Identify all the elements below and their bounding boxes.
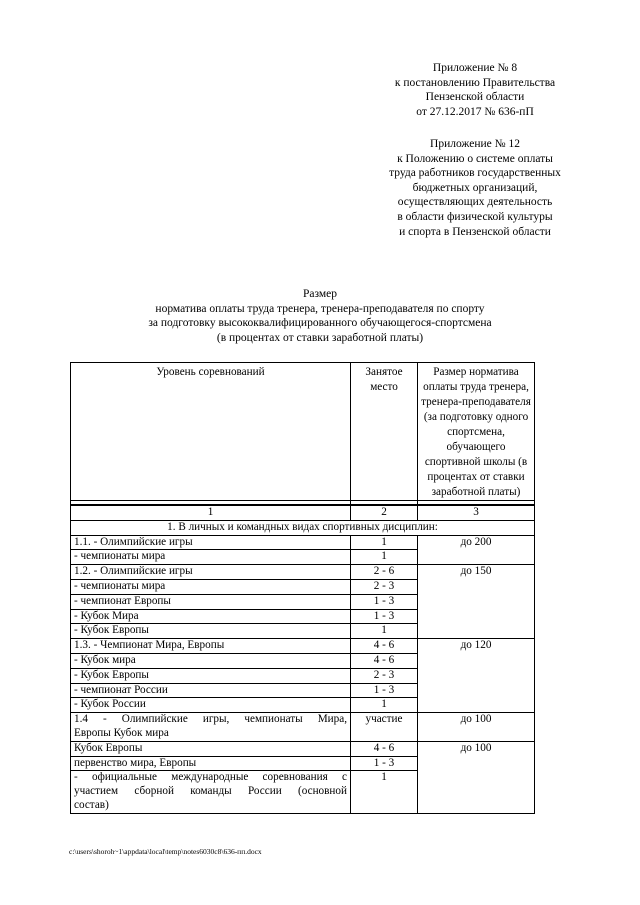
row-level: 1.1. - Олимпийские игры bbox=[71, 535, 351, 550]
row-level-line: Европы Кубок мира bbox=[74, 726, 169, 739]
section-title: 1. В личных и командных видах спортивных дисциплин: bbox=[71, 520, 535, 535]
row-place: 2 - 6 bbox=[351, 565, 418, 580]
header-level: Уровень соревнований bbox=[71, 363, 351, 501]
row-norm: до 120 bbox=[418, 639, 535, 713]
header-place: Занятое место bbox=[351, 363, 418, 501]
row-level: - чемпионаты мира bbox=[71, 550, 351, 565]
title-line: Размер bbox=[302, 288, 337, 300]
section-row bbox=[71, 520, 535, 535]
row-place: участие bbox=[351, 713, 418, 742]
row-level: - Кубок России bbox=[71, 698, 351, 713]
row-level: - Кубок Европы bbox=[71, 668, 351, 683]
appendix-8-header bbox=[375, 61, 575, 119]
row-norm: до 150 bbox=[418, 565, 535, 639]
row-level: 1.3. - Чемпионат Мира, Европы bbox=[71, 639, 351, 654]
row-place: 2 - 3 bbox=[351, 579, 418, 594]
table-header-row bbox=[71, 363, 535, 501]
row-level: - чемпионаты мира bbox=[71, 579, 351, 594]
row-level: первенство мира, Европы bbox=[71, 756, 351, 771]
appendix-12-line: труда работников государственных bbox=[389, 167, 561, 180]
row-place: 1 bbox=[351, 624, 418, 639]
row-place: 1 bbox=[351, 535, 418, 550]
title-line: норматива оплаты труда тренера, тренера-преподавателя по спорту bbox=[155, 302, 485, 315]
table-row bbox=[71, 565, 535, 580]
appendix-12-header bbox=[375, 137, 575, 239]
appendix-12-line: и спорта в Пензенской области bbox=[399, 225, 551, 238]
appendix-12-line: бюджетных организаций, bbox=[412, 181, 538, 194]
appendix-8-line: к постановлению Правительства bbox=[394, 76, 556, 89]
row-norm: до 100 bbox=[418, 713, 535, 742]
appendix-12-line: Приложение № 12 bbox=[430, 138, 520, 150]
column-numbers-row bbox=[71, 505, 535, 520]
appendix-12-line: к Положению о системе оплаты bbox=[397, 152, 553, 165]
appendix-12-line: в области физической культуры bbox=[397, 210, 553, 223]
table-row bbox=[71, 535, 535, 550]
row-norm: до 200 bbox=[418, 535, 535, 565]
row-place: 1 bbox=[351, 550, 418, 565]
row-place: 4 - 6 bbox=[351, 639, 418, 654]
table-row bbox=[71, 713, 535, 742]
row-place: 1 - 3 bbox=[351, 609, 418, 624]
row-place: 2 - 3 bbox=[351, 668, 418, 683]
row-place: 1 - 3 bbox=[351, 594, 418, 609]
row-level: Кубок Европы bbox=[71, 741, 351, 756]
file-path-footer: c:\users\shoroh~1\appdata\local\temp\notes6030c8\636-пп.docx bbox=[69, 847, 262, 856]
row-level-line: участием сборной команды России (основной bbox=[74, 785, 347, 798]
row-place: 1 - 3 bbox=[351, 683, 418, 698]
row-level: - Кубок Мира bbox=[71, 609, 351, 624]
table-row bbox=[71, 639, 535, 654]
row-level-line: состав) bbox=[74, 798, 109, 811]
row-level: - чемпионат России bbox=[71, 683, 351, 698]
column-number: 1 bbox=[71, 505, 351, 520]
header-norm: Размер норматива оплаты труда тренера, тренера-преподавателя (за подготовку одного спортсмена, обучающего спортивной школы (в процентах от ставки заработной платы) bbox=[418, 363, 535, 501]
row-level-line: 1.4 - Олимпийские игры, чемпионаты Мира, bbox=[74, 713, 347, 726]
column-number: 2 bbox=[351, 505, 418, 520]
row-level: - Кубок мира bbox=[71, 653, 351, 668]
norms-table bbox=[70, 362, 535, 814]
document-title bbox=[100, 287, 540, 346]
row-level: - Кубок Европы bbox=[71, 624, 351, 639]
row-place: 4 - 6 bbox=[351, 653, 418, 668]
appendix-8-line: Пензенской области bbox=[425, 91, 525, 104]
row-place: 1 - 3 bbox=[351, 756, 418, 771]
title-line: (в процентах от ставки заработной платы) bbox=[216, 332, 424, 345]
row-level bbox=[71, 713, 351, 742]
row-place: 1 bbox=[351, 698, 418, 713]
table-row bbox=[71, 741, 535, 756]
row-place: 4 - 6 bbox=[351, 741, 418, 756]
row-level: - чемпионат Европы bbox=[71, 594, 351, 609]
appendix-8-line: от 27.12.2017 № 636-пП bbox=[416, 105, 534, 118]
row-norm: до 100 bbox=[418, 741, 535, 813]
appendix-12-line: осуществляющих деятельность bbox=[397, 196, 553, 209]
row-level bbox=[71, 771, 351, 813]
appendix-8-line: Приложение № 8 bbox=[432, 62, 518, 74]
row-level: 1.2. - Олимпийские игры bbox=[71, 565, 351, 580]
column-number: 3 bbox=[418, 505, 535, 520]
title-line: за подготовку высококвалифицированного обучающегося-спортсмена bbox=[148, 317, 492, 330]
row-place: 1 bbox=[351, 771, 418, 813]
row-level-line: - официальные международные соревнования с bbox=[74, 771, 347, 784]
